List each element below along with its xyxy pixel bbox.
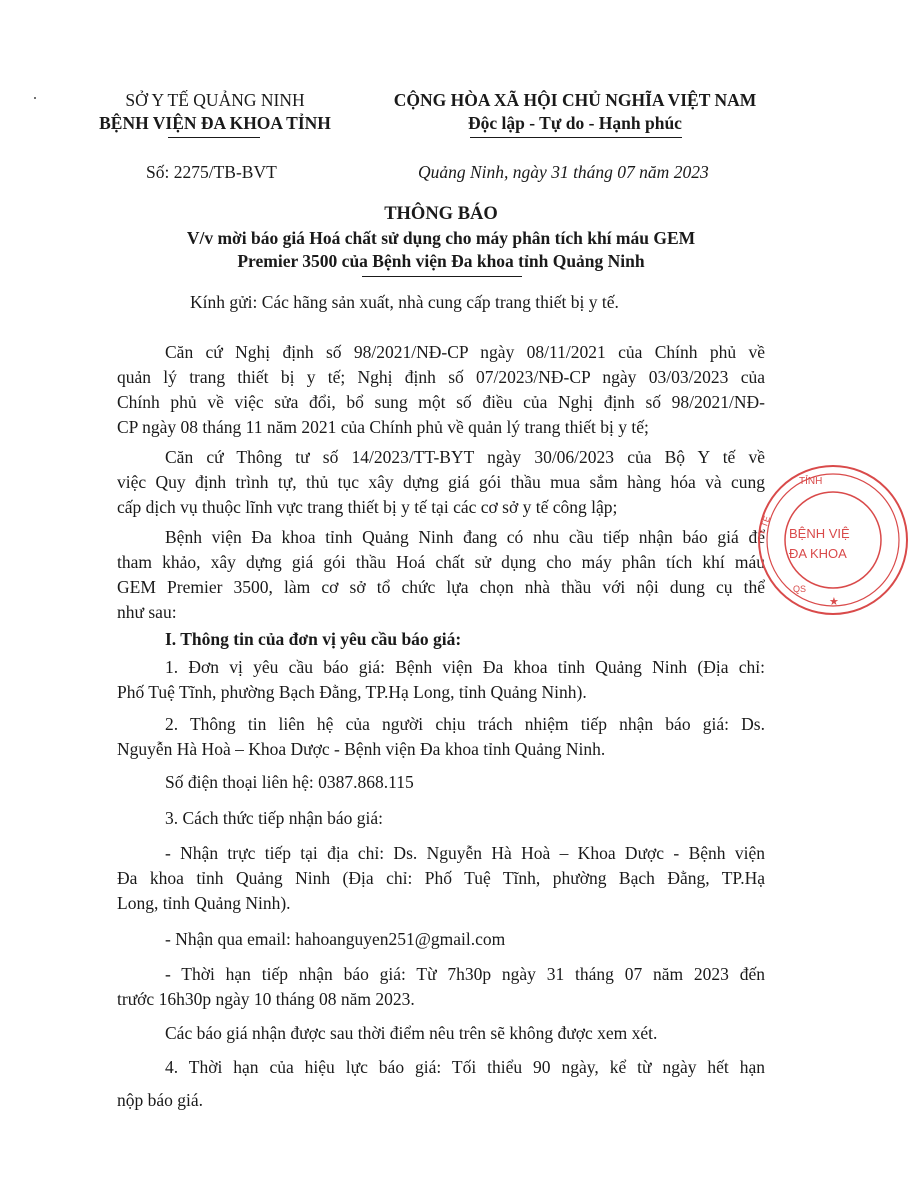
scan-speck [34, 97, 36, 99]
subject-line-1: V/v mời báo giá Hoá chất sử dụng cho máy phân tích khí máu GEM [186, 228, 696, 248]
national-motto: Độc lập - Tự do - Hạnh phúc [468, 113, 682, 133]
para3-line-2: tham khảo, xây dựng giá gói thầu Hoá chất sử dụng cho máy phân tích khí máu [117, 552, 765, 572]
national-title: CỘNG HÒA XÃ HỘI CHỦ NGHĨA VIỆT NAM [393, 90, 757, 110]
item4-line-1: 4. Thời hạn của hiệu lực báo giá: Tối thiểu 90 ngày, kể từ ngày hết hạn [165, 1057, 765, 1077]
item3-heading: 3. Cách thức tiếp nhận báo giá: [165, 808, 383, 828]
place-date: Quảng Ninh, ngày 31 tháng 07 năm 2023 [418, 162, 709, 182]
motto-underline [470, 137, 682, 138]
item3a-line-2: Đa khoa tỉnh Quảng Ninh (Địa chỉ: Phố Tuệ Tĩnh, phường Bạch Đằng, TP.Hạ [117, 868, 765, 888]
item1-line-2: Phố Tuệ Tĩnh, phường Bạch Đằng, TP.Hạ Long, tỉnh Quảng Ninh). [117, 682, 587, 702]
para2-line-1: Căn cứ Thông tư số 14/2023/TT-BYT ngày 30/06/2023 của Bộ Y tế về [165, 447, 765, 467]
issuer-underline [168, 137, 260, 138]
official-stamp [755, 462, 915, 622]
item2-line-2: Nguyễn Hà Hoà – Khoa Dược - Bệnh viện Đa khoa tỉnh Quảng Ninh. [117, 739, 606, 759]
para3-line-4: như sau: [117, 602, 177, 622]
section-1-heading: I. Thông tin của đơn vị yêu cầu báo giá: [165, 629, 462, 649]
stamp-ring-top: TỈNH [799, 476, 823, 487]
deadline-note: Các báo giá nhận được sau thời điểm nêu trên sẽ không được xem xét. [165, 1023, 658, 1043]
para1-line-1: Căn cứ Nghị định số 98/2021/NĐ-CP ngày 08/11/2021 của Chính phủ về [165, 342, 765, 362]
para3-line-1: Bệnh viện Đa khoa tỉnh Quảng Ninh đang có nhu cầu tiếp nhận báo giá để [165, 527, 765, 547]
para3-line-3: GEM Premier 3500, làm cơ sở tổ chức lựa chọn nhà thầu với nội dung cụ thể [117, 577, 765, 597]
subject-line-2: Premier 3500 của Bệnh viện Đa khoa tỉnh Quảng Ninh [237, 251, 645, 271]
stamp-text-1: BỆNH VIỆ [789, 526, 850, 541]
notice-title: THÔNG BÁO [384, 204, 498, 224]
para1-line-4: CP ngày 08 tháng 11 năm 2021 của Chính phủ về quản lý trang thiết bị y tế; [117, 417, 649, 437]
item3c-line-2: trước 16h30p ngày 10 tháng 08 năm 2023. [117, 989, 415, 1009]
stamp-ring-bottom: QS [793, 584, 807, 594]
email-line: - Nhận qua email: hahoanguyen251@gmail.com [165, 929, 506, 949]
para2-line-3: cấp dịch vụ thuộc lĩnh vực trang thiết bị y tế tại các cơ sở y tế công lập; [117, 497, 618, 517]
para1-line-3: Chính phủ về việc sửa đổi, bổ sung một số điều của Nghị định số 98/2021/NĐ- [117, 392, 765, 412]
item4-line-2: nộp báo giá. [117, 1090, 204, 1110]
para1-line-2: quản lý trang thiết bị y tế; Nghị định số 07/2023/NĐ-CP ngày 03/03/2023 của [117, 367, 765, 387]
salutation: Kính gửi: Các hãng sản xuất, nhà cung cấp trang thiết bị y tế. [190, 292, 619, 312]
stamp-text-2: ĐA KHOA [789, 546, 847, 561]
para2-line-2: việc Quy định trình tự, thủ tục xây dựng giá gói thầu mua sắm hàng hóa và cung [117, 472, 765, 492]
item3a-line-3: Long, tỉnh Quảng Ninh). [117, 893, 291, 913]
item2-line-1: 2. Thông tin liên hệ của người chịu trách nhiệm tiếp nhận báo giá: Ds. [165, 714, 765, 734]
item1-line-1: 1. Đơn vị yêu cầu báo giá: Bệnh viện Đa khoa tỉnh Quảng Ninh (Địa chỉ: [165, 657, 765, 677]
subject-underline [362, 276, 522, 277]
contact-phone: Số điện thoại liên hệ: 0387.868.115 [165, 772, 414, 792]
issuer-hospital: BỆNH VIỆN ĐA KHOA TỈNH [99, 113, 331, 133]
stamp-star: ★ [829, 596, 839, 608]
reference-number: Số: 2275/TB-BVT [146, 162, 277, 182]
item3a-line-1: - Nhận trực tiếp tại địa chỉ: Ds. Nguyễn Hà Hoà – Khoa Dược - Bệnh viện [165, 843, 765, 863]
stamp-ring-left: Y TẾ [756, 514, 773, 537]
item3c-line-1: - Thời hạn tiếp nhận báo giá: Từ 7h30p ngày 31 tháng 07 năm 2023 đến [165, 964, 765, 984]
issuer-department: SỞ Y TẾ QUẢNG NINH [125, 90, 305, 110]
